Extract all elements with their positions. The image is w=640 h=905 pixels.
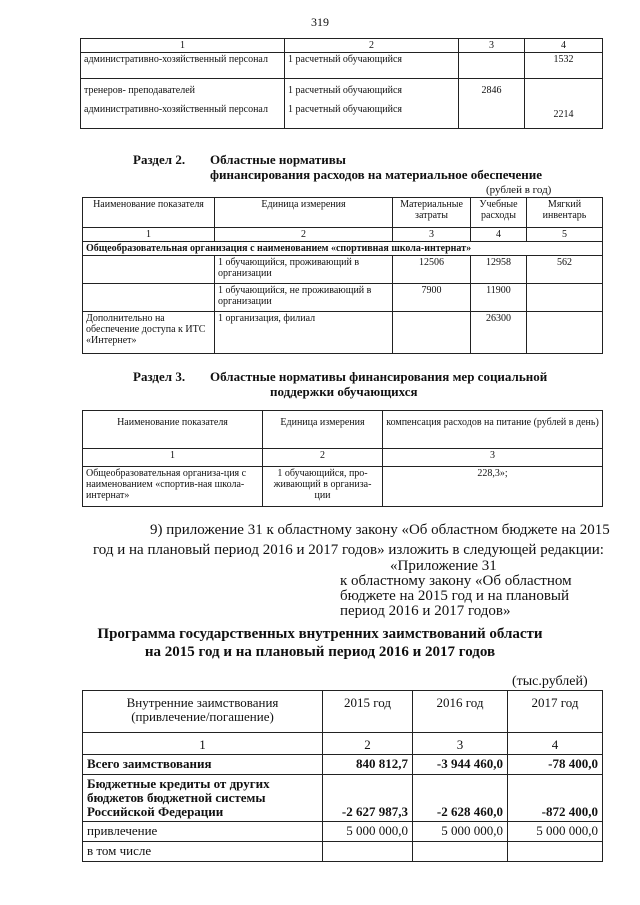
row-value: 562 (527, 256, 603, 284)
program-table (82, 690, 603, 862)
program-title-line2: на 2015 год и на плановый период 2016 и 2017 годов (144, 644, 496, 660)
row-value: -2 628 460,0 (413, 775, 508, 822)
section3-title-line1: Областные нормативы финансирования мер социальной (210, 369, 548, 384)
table-row (83, 822, 603, 842)
table-row (83, 842, 603, 862)
header-2015: 2015 год (323, 691, 413, 733)
row-name: Дополнительно на обеспечение доступа к ИТС «Интернет» (83, 312, 215, 354)
row-name: Всего заимствования (83, 755, 323, 775)
table-row (81, 103, 603, 129)
row-value: 5 000 000,0 (413, 822, 508, 842)
row-value: 2846 (459, 79, 525, 103)
section2-label: Раздел 2. (133, 152, 186, 167)
section3-label: Раздел 3. (133, 369, 186, 384)
section2-units: (рублей в год) (486, 184, 552, 196)
section2-table (82, 197, 603, 354)
row-value: 12506 (393, 256, 471, 284)
row-value: 2214 (525, 103, 603, 129)
annex-line3: бюджете на 2015 год и на плановый (340, 588, 570, 604)
row-name: Бюджетные кредиты от других бюджетов бюджетной системы Российской Федерации (83, 775, 323, 822)
row-value: 1532 (525, 53, 603, 79)
row-value: -2 627 987,3 (323, 775, 413, 822)
row-value (527, 284, 603, 312)
program-title-line1: Программа государственных внутренних заимствований области (97, 626, 543, 642)
col-number: 5 (527, 228, 603, 242)
col-number: 1 (83, 228, 215, 242)
header-name: Наименование показателя (83, 411, 263, 449)
row-value (323, 842, 413, 862)
row-value: 26300 (471, 312, 527, 354)
header-name: Наименование показателя (83, 198, 215, 228)
row-unit: 1 организация, филиал (215, 312, 393, 354)
row-value: 5 000 000,0 (323, 822, 413, 842)
col-number: 3 (393, 228, 471, 242)
row-name: привлечение (83, 822, 323, 842)
col-number: 3 (383, 449, 603, 467)
row-value (459, 53, 525, 79)
annex-line2: к областному закону «Об областном (340, 573, 572, 589)
row-value (459, 103, 525, 129)
row-name: тренеров- преподавателей (81, 79, 285, 103)
table-row (83, 755, 603, 775)
row-unit: 1 обучающийся, проживающий в организации (215, 256, 393, 284)
table-row (83, 312, 603, 354)
row-value (393, 312, 471, 354)
row-value: 228,3»; (383, 467, 603, 507)
table-row (83, 256, 603, 284)
row-value (525, 79, 603, 103)
header-inventory: Мягкий инвентарь (527, 198, 603, 228)
annex-line1: «Приложение 31 (390, 558, 497, 574)
header-compensation: компенсация расходов на питание (рублей в день) (383, 411, 603, 449)
table-row (83, 775, 603, 822)
col-number: 1 (81, 39, 285, 53)
table-row (81, 53, 603, 79)
col-number: 4 (508, 733, 603, 755)
col-number: 1 (83, 449, 263, 467)
row-name: административно-хозяйственный персонал (81, 103, 285, 129)
row-value: 12958 (471, 256, 527, 284)
row-value: 7900 (393, 284, 471, 312)
header-2017: 2017 год (508, 691, 603, 733)
section2-title-line2: финансирования расходов на материальное обеспечение (210, 167, 543, 182)
program-units: (тыс.рублей) (512, 674, 588, 689)
header-unit: Единица измерения (215, 198, 393, 228)
table-row (81, 79, 603, 103)
col-number: 2 (323, 733, 413, 755)
row-value: -78 400,0 (508, 755, 603, 775)
row-value: -3 944 460,0 (413, 755, 508, 775)
row-unit: 1 расчетный обучающийся (285, 103, 459, 129)
section3-title-line2: поддержки обучающихся (270, 384, 418, 399)
section3-table (82, 410, 603, 507)
header-material: Материальные затраты (393, 198, 471, 228)
group-row: Общеобразовательная организация с наименованием «спортивная школа-интернат» (83, 242, 603, 256)
page-number: 319 (311, 15, 329, 29)
col-number: 2 (215, 228, 393, 242)
row-unit: 1 обучающийся, про-живающий в организа-ции (263, 467, 383, 507)
paragraph9-line1: 9) приложение 31 к областному закону «Об областном бюджете на 2015 (150, 522, 610, 538)
col-number: 4 (471, 228, 527, 242)
table-row (83, 467, 603, 507)
col-number: 2 (285, 39, 459, 53)
table-row (83, 284, 603, 312)
header-unit: Единица измерения (263, 411, 383, 449)
row-value: 5 000 000,0 (508, 822, 603, 842)
col-number: 1 (83, 733, 323, 755)
col-number: 3 (459, 39, 525, 53)
row-name (83, 256, 215, 284)
row-unit: 1 обучающийся, не проживающий в организации (215, 284, 393, 312)
row-value (508, 842, 603, 862)
row-value: 11900 (471, 284, 527, 312)
row-name: административно-хозяйственный персонал (81, 53, 285, 79)
section2-title-line1: Областные нормативы (210, 152, 346, 167)
header-educational: Учебные расходы (471, 198, 527, 228)
row-value: -872 400,0 (508, 775, 603, 822)
col-number: 2 (263, 449, 383, 467)
paragraph9-line2: год и на плановый период 2016 и 2017 годов» изложить в следующей редакции: (93, 542, 604, 558)
row-unit: 1 расчетный обучающийся (285, 53, 459, 79)
row-name: в том числе (83, 842, 323, 862)
annex-line4: период 2016 и 2017 годов» (340, 603, 511, 619)
col-number: 3 (413, 733, 508, 755)
row-value: 840 812,7 (323, 755, 413, 775)
col-number: 4 (525, 39, 603, 53)
row-name (83, 284, 215, 312)
row-unit: 1 расчетный обучающийся (285, 79, 459, 103)
row-name: Общеобразовательная организа-ция с наименованием «спортив-ная школа-интернат» (83, 467, 263, 507)
header-2016: 2016 год (413, 691, 508, 733)
table-continuation (80, 38, 603, 129)
row-value (527, 312, 603, 354)
header-borrowings: Внутренние заимствования (привлечение/погашение) (83, 691, 323, 733)
row-value (413, 842, 508, 862)
